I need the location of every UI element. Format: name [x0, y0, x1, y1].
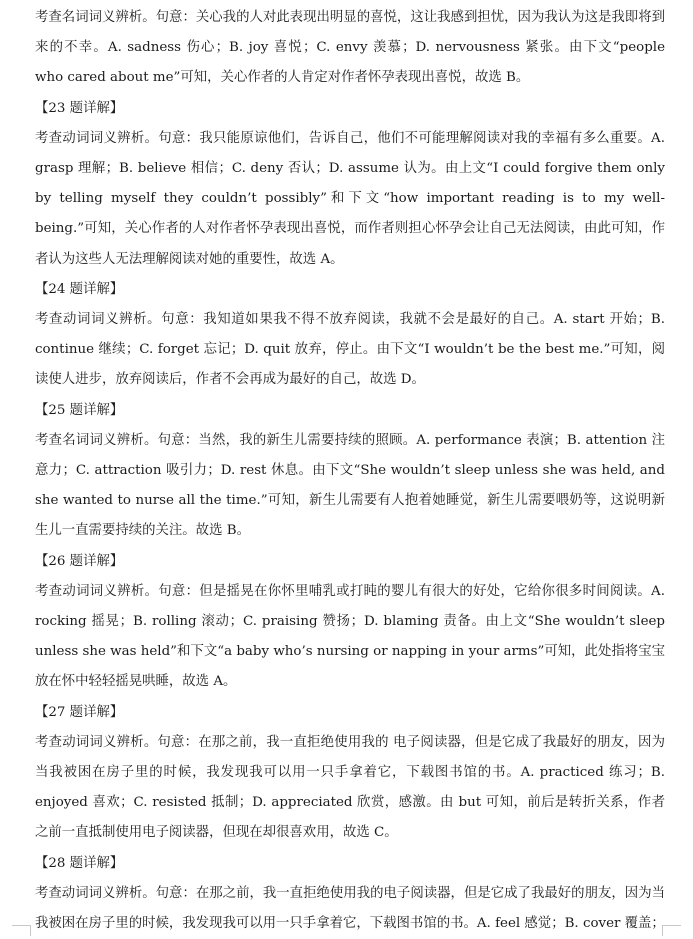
heading-q25: 【25 题详解】	[35, 402, 124, 418]
paragraph-q28-explanation: 考查动词词义辨析。句意：在那之前，我一直拒绝使用我的电子阅读器，但是它成了我最好的朋友，因为当我被困在房子里的时候，我发现我可以用一只手拿着它，下载图书馆的书。A. feel 感觉；B. cover 覆盖；	[35, 885, 665, 932]
page-corner-mark-left	[12, 925, 31, 936]
heading-q28: 【28 题详解】	[35, 855, 124, 871]
document-body	[35, 3, 665, 939]
paragraph-q22-explanation: 考查名词词义辨析。句意：关心我的人对此表现出明显的喜悦，这让我感到担忧，因为我认为这是我即将到来的不幸。A. sadness 伤心；B. joy 喜悦；C. envy 羡慕；D. nervousness 紧张。由下文“people who cared about me”可知，关心作者的人肯定对作者怀孕表现出喜悦，故选 B。	[35, 10, 665, 86]
paragraph-q26-explanation: 考查动词词义辨析。句意：但是摇晃在你怀里哺乳或打盹的婴儿有很大的好处，它给你很多时间阅读。A. rocking 摇晃；B. rolling 滚动；C. praising 赞扬；D. blaming 责备。由上文“She wouldn’t sleep unless she was held”和下文“a baby who’s nursing or napping in your arms”可知，此处指将宝宝放在怀中轻轻摇晃哄睡，故选 A。	[35, 583, 665, 690]
heading-q24: 【24 题详解】	[35, 281, 124, 297]
heading-q26: 【26 题详解】	[35, 553, 124, 569]
paragraph-q23-explanation: 考查动词词义辨析。句意：我只能原谅他们，告诉自己，他们不可能理解阅读对我的幸福有多么重要。A. grasp 理解；B. believe 相信；C. deny 否认；D. assume 认为。由上文“I could forgive them only by telling myself they couldn’t possibly”和下文“how important reading is to my well-being.”可知，关心作者的人对作者怀孕表现出喜悦，而作者则担心怀孕会让自己无法阅读，由此可知，作者认为这些人无法理解阅读对她的重要性，故选 A。	[35, 130, 665, 267]
paragraph-q25-explanation: 考查名词词义辨析。句意：当然，我的新生儿需要持续的照顾。A. performance 表演；B. attention 注意力；C. attraction 吸引力；D. rest 休息。由下文“She wouldn’t sleep unless she was held, and she wanted to nurse all the time.”可知，新生儿需要有人抱着她睡觉，新生儿需要喂奶等，这说明新生儿一直需要持续的关注。故选 B。	[35, 432, 665, 539]
page-corner-mark-right	[662, 925, 681, 936]
heading-q23: 【23 题详解】	[35, 100, 124, 116]
paragraph-q27-explanation: 考查动词词义辨析。句意：在那之前，我一直拒绝使用我的 电子阅读器，但是它成了我最好的朋友，因为当我被困在房子里的时候，我发现我可以用一只手拿着它，下载图书馆的书。A. practiced 练习；B. enjoyed 喜欢；C. resisted 抵制；D. appreciated 欣赏，感激。由 but 可知，前后是转折关系，作者之前一直抵制使用电子阅读器，但现在却很喜欢用，故选 C。	[35, 734, 665, 841]
heading-q27: 【27 题详解】	[35, 704, 124, 720]
paragraph-q24-explanation: 考查动词词义辨析。句意：我知道如果我不得不放弃阅读，我就不会是最好的自己。A. start 开始；B. continue 继续；C. forget 忘记；D. quit 放弃，停止。由下文“I wouldn’t be the best me.”可知，阅读使人进步，放弃阅读后，作者不会再成为最好的自己，故选 D。	[35, 312, 665, 388]
